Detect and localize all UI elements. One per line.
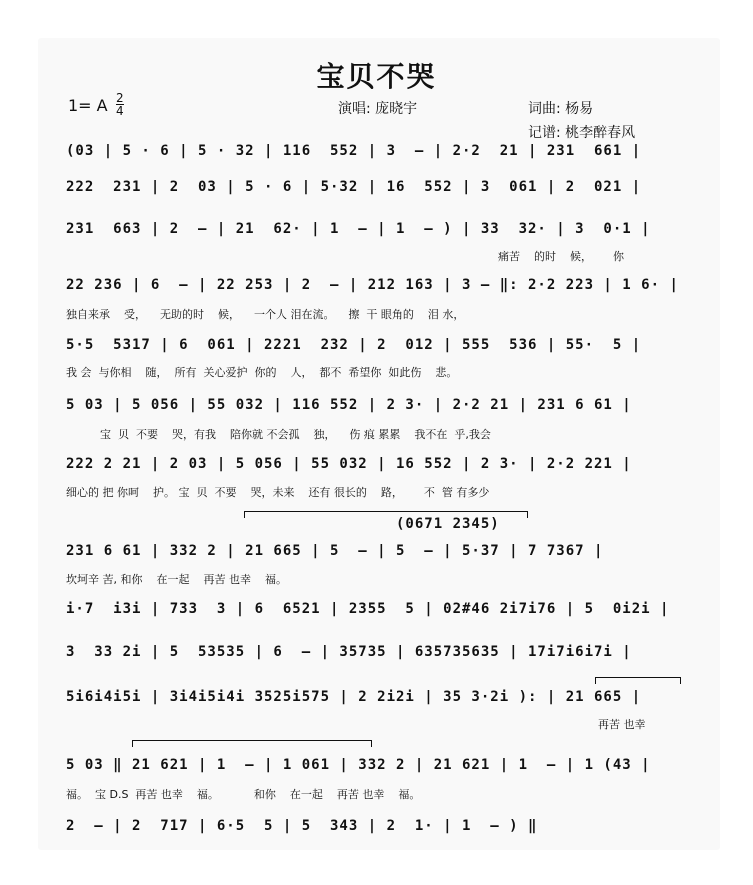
notation-row-8: 231 6 61 | 332 2 | 21 665 | 5 – | 5 – | 5·37 | 7 7367 | bbox=[66, 543, 604, 559]
notation-row-5: 5·5 5317 | 6 061 | 2221 232 | 2 012 | 555 536 | 55· 5 | bbox=[66, 337, 642, 353]
singer-credit: 演唱: 庞晓宇 bbox=[338, 101, 418, 117]
notation-row-4: 22 236 | 6 – | 22 253 | 2 – | 212 163 | 3 – ‖: 2·2 223 | 1 6· | bbox=[66, 277, 679, 293]
notation-row-10: 3 33 2i | 5 53535 | 6 – | 35735 | 635735635 | 17i7i6i7i | bbox=[66, 644, 632, 660]
notation-row-7: 222 2 21 | 2 03 | 5 056 | 55 032 | 16 552 | 2 3· | 2·2 221 | bbox=[66, 456, 632, 472]
lyrics-row-5: 我 会 与你相 随， 所有 关心爱护 你的 人， 都不 希望你 如此伤 悲。 bbox=[66, 366, 458, 379]
lyrics-row-8: 坎坷辛 苦, 和你 在一起 再苦 也幸 福。 bbox=[66, 573, 287, 586]
notation-row-1: (03 | 5 · 6 | 5 · 32 | 116 552 | 3 – | 2·2 21 | 231 661 | bbox=[66, 143, 642, 159]
transcriber-credit: 记谱: 桃李醉春风 bbox=[528, 125, 636, 141]
key-signature: 1= A bbox=[68, 96, 108, 115]
intro-phrase: (0671 2345) bbox=[396, 516, 500, 532]
notation-row-11: 5i6i4i5i | 3i4i5i4i 3525i575 | 2 2i2i | 35 3·2i ): | 21 665 | bbox=[66, 689, 642, 705]
lyrics-row-12: 福。 宝 D.S 再苦 也幸 福。 和你 在一起 再苦 也幸 福。 bbox=[66, 788, 421, 801]
lyrics-row-3: 痛苦 的时 候， 你 bbox=[498, 250, 624, 263]
lyrics-row-11: 再苦 也幸 bbox=[598, 718, 646, 731]
notation-row-12: 5 03 ‖ 21 621 | 1 – | 1 061 | 332 2 | 21 621 | 1 – | 1 (43 | bbox=[66, 757, 651, 773]
notation-row-13: 2 – | 2 717 | 6·5 5 | 5 343 | 2 1· | 1 – ) ‖ bbox=[66, 818, 538, 834]
notation-row-6: 5 03 | 5 056 | 55 032 | 116 552 | 2 3· | 2·2 21 | 231 6 61 | bbox=[66, 397, 632, 413]
time-denominator: 4 bbox=[116, 104, 124, 118]
lyrics-row-7: 细心的 把 你呵 护。 宝 贝 不要 哭，未来 还有 很长的 路， 不 管 有多少 bbox=[66, 486, 490, 499]
composer-credit: 词曲: 杨易 bbox=[528, 101, 594, 117]
notation-row-3: 231 663 | 2 – | 21 62· | 1 – | 1 – ) | 33 32· | 3 0·1 | bbox=[66, 221, 651, 237]
repeat-ending-2-bracket bbox=[595, 677, 681, 684]
lyrics-row-6: 宝 贝 不要 哭，有我 陪你就 不会孤 独， 伤 痕 累累 我不在 乎,我会 bbox=[100, 428, 491, 441]
notation-row-2: 222 231 | 2 03 | 5 · 6 | 5·32 | 16 552 | 3 061 | 2 021 | bbox=[66, 179, 642, 195]
time-signature bbox=[116, 92, 124, 117]
triplet-bracket bbox=[132, 740, 372, 747]
song-title: 宝贝不哭 bbox=[316, 60, 437, 93]
lyrics-row-4: 独自来承 受， 无助的时 候， 一个人 泪在流。 擦 干 眼角的 泪 水， bbox=[66, 308, 465, 321]
time-numerator: 2 bbox=[116, 91, 124, 105]
notation-row-9: i·7 i3i | 733 3 | 6 6521 | 2355 5 | 02#46 2i7i76 | 5 0i2i | bbox=[66, 601, 670, 617]
